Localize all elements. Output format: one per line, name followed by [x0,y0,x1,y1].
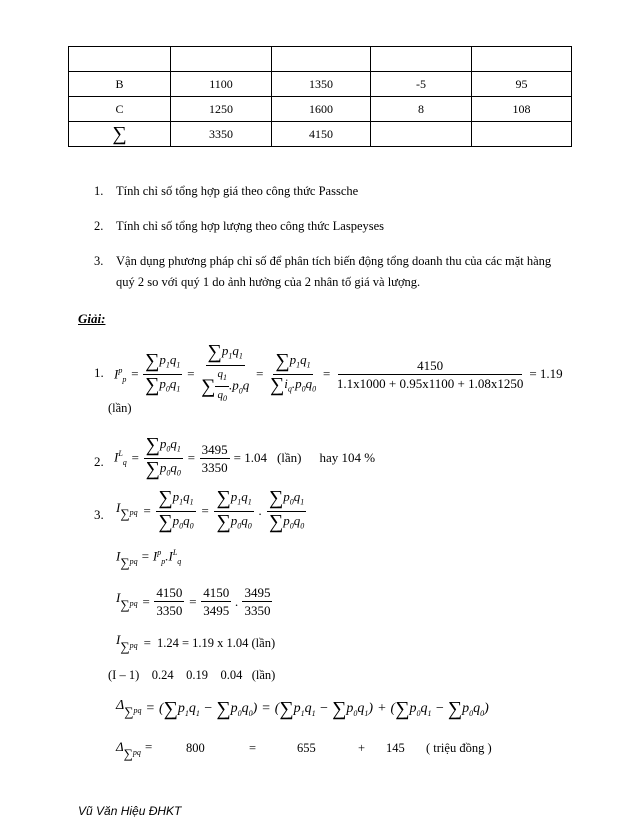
eq1-number: 1. [94,365,104,380]
question-text: quý 2 so với quý 1 do ảnh hưởng của 2 nhân tố giá và lượng. [116,275,421,289]
fraction: $\frac{\sum p_1q_1}{\sum p_0q_0}$ [216,487,252,533]
table-cell [371,47,472,72]
eq9-line: $\Delta_{\sum pq}$ = 800 = 655 + 145 ( triệu đồng ) [116,739,492,761]
fraction: $\frac{4150}{1.1x1000 + 0.95x1100 + 1.08x1250}$ [336,357,524,391]
index-symbol: $I^p_p$ [114,365,127,384]
fraction: $\frac{3495}{3350}$ [201,441,228,475]
footer-author: Vũ Văn Hiệu ĐHKT [78,804,182,818]
question-number: 1. [94,184,104,198]
eq3-number: 3. [94,507,104,522]
question-number: 3. [94,254,104,268]
data-table [68,46,572,147]
table-row [69,72,572,97]
eq1-formula: $I^p_p$ = $\frac{\sum p_1q_1}{\sum p_0q_1}$ = $\sum p_1q_1$ ∑ $\frac{q_1}{q_0}$ $.p_0q$ = $\frac{\sum p_1q_1}{\sum i_q.p_0q_0}$ = $\frac{4150}{1.1x1000 + 0.95x1100 + 1.08x1250}$ = 1.19 [114,342,563,407]
eq4-formula: $I_{\sum pq} = I^p_p.I^L_q$ [116,548,182,570]
table-cell [472,122,572,147]
table-cell: 3350 [171,122,272,147]
table-cell: 108 [472,97,572,122]
table-cell: 1250 [171,97,272,122]
table-cell: 1350 [272,72,371,97]
table-row [69,47,572,72]
sum-symbol-cell: ∑ [69,122,171,147]
eq5-formula: $I_{\sum pq}$ = $\frac{4150}{3350}$ = $\frac{4150}{3495}$ . $\frac{3495}{3350}$ [116,585,271,618]
fraction: $\frac{3495}{3350}$ [244,585,271,618]
question-3-cont [116,275,420,290]
table-row [69,122,572,147]
eq2-number: 2. [94,454,104,469]
eq8-formula: $\Delta_{\sum pq}$ = $(\sum p_1q_1 - \sum p_0q_0)$ = $(\sum p_1q_1 - \sum p_0q_1)$ + $(\sum p_0q_1 - \sum p_0q_0)$ [116,697,489,720]
eq2-formula: $I^L_q$ = $\frac{\sum p_0q_1}{\sum p_0q_0}$ = $\frac{3495}{3350}$ = 1.04 (lần) hay 104 % [114,434,376,480]
solution-heading: Giải: [78,311,106,326]
table-cell [371,122,472,147]
question-number: 2. [94,219,104,233]
table-cell [69,47,171,72]
eq6-line: $I_{\sum pq}$ = 1.24 = 1.19 x 1.04 (lần) [116,632,276,654]
question-1 [94,184,358,199]
table-cell: 4150 [272,122,371,147]
table-cell: 1600 [272,97,371,122]
table-cell [272,47,371,72]
table-row [69,97,572,122]
table-cell: 1100 [171,72,272,97]
question-2 [94,219,384,234]
fraction: $\frac{4150}{3495}$ [203,585,230,618]
table-cell: 8 [371,97,472,122]
fraction: $\frac{\sum p_1q_1}{\sum i_q.p_0q_0}$ [269,350,317,396]
eq1-unit: (lần) [108,401,132,415]
table-cell: 95 [472,72,572,97]
fraction: $\frac{\sum p_0q_1}{\sum p_0q_0}$ [145,434,181,480]
table-cell: B [69,72,171,97]
table-cell: -5 [371,72,472,97]
fraction: $\frac{\sum p_1q_1}{\sum p_0q_1}$ [145,350,181,396]
eq3-formula: $I_{\sum pq}$ = $\frac{\sum p_1q_1}{\sum p_0q_0}$ = $\frac{\sum p_1q_1}{\sum p_0q_0}$ . $\frac{\sum p_0q_1}{\sum p_0q_0}$ [116,487,305,533]
eq7-line: (I – 1) 0.24 0.19 0.04 (lần) [108,668,276,682]
fraction: $\frac{\sum p_1q_1}{\sum p_0q_0}$ [158,487,194,533]
fraction: $\frac{4150}{3350}$ [156,585,183,618]
table-cell [472,47,572,72]
fraction: $\frac{\sum p_0q_1}{\sum p_0q_0}$ [268,487,305,533]
question-3 [94,254,551,269]
fraction: $\sum p_1q_1$ ∑ $\frac{q_1}{q_0}$ $.p_0q$ [201,341,250,403]
question-text: Tính chỉ số tổng hợp lượng theo công thức Laspeyses [116,219,385,233]
table-cell [171,47,272,72]
question-text: Tính chỉ số tổng hợp giá theo công thức Passche [116,184,359,198]
question-text: Vận dụng phương pháp chỉ số để phân tích biến động tổng doanh thu của các mặt hàng [116,254,552,268]
table-cell: C [69,97,171,122]
